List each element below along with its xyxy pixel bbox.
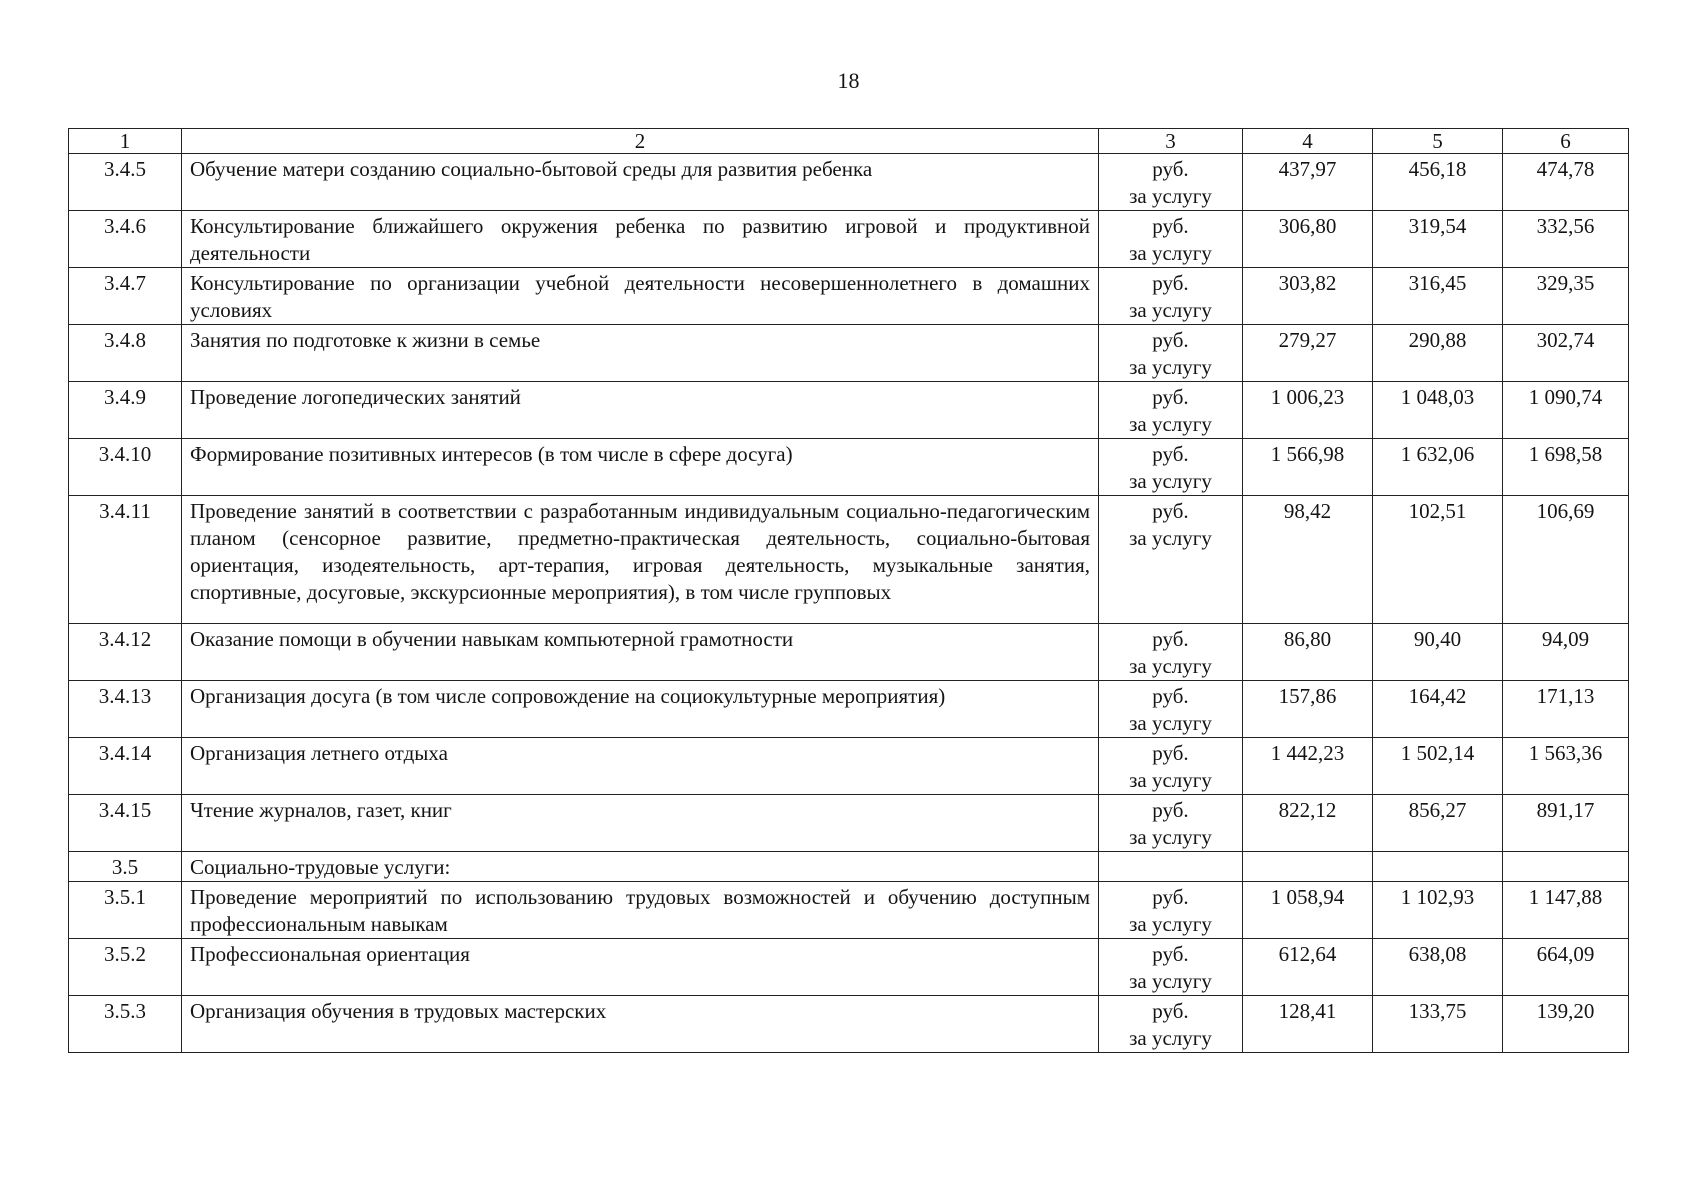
price-column-6: 1 698,58 bbox=[1503, 439, 1629, 496]
service-name: Чтение журналов, газет, книг bbox=[182, 795, 1099, 852]
price-column-6: 1 147,88 bbox=[1503, 882, 1629, 939]
price-column-6: 332,56 bbox=[1503, 211, 1629, 268]
price-column-6: 664,09 bbox=[1503, 939, 1629, 996]
unit-cell bbox=[1099, 852, 1243, 882]
service-name: Занятия по подготовке к жизни в семье bbox=[182, 325, 1099, 382]
service-code: 3.4.12 bbox=[69, 624, 182, 681]
price-column-5: 290,88 bbox=[1373, 325, 1503, 382]
unit-per-service: за услугу bbox=[1129, 298, 1212, 322]
page-number: 18 bbox=[837, 68, 860, 93]
price-column-6: 106,69 bbox=[1503, 496, 1629, 624]
price-column-4: 822,12 bbox=[1243, 795, 1373, 852]
table-row bbox=[69, 496, 1629, 624]
service-code: 3.4.11 bbox=[69, 496, 182, 624]
service-code: 3.4.6 bbox=[69, 211, 182, 268]
service-name: Формирование позитивных интересов (в том числе в сфере досуга) bbox=[182, 439, 1099, 496]
unit-cell bbox=[1099, 939, 1243, 996]
service-name: Проведение мероприятий по использованию трудовых возможностей и обучению доступным профессиональным навыкам bbox=[182, 882, 1099, 939]
unit-cell bbox=[1099, 496, 1243, 624]
table-row bbox=[69, 439, 1629, 496]
price-column-5: 316,45 bbox=[1373, 268, 1503, 325]
unit-per-service: за услугу bbox=[1129, 526, 1212, 550]
service-name: Организация летнего отдыха bbox=[182, 738, 1099, 795]
service-code: 3.4.8 bbox=[69, 325, 182, 382]
service-name: Организация обучения в трудовых мастерских bbox=[182, 996, 1099, 1053]
service-name: Консультирование ближайшего окружения ребенка по развитию игровой и продуктивной деятельности bbox=[182, 211, 1099, 268]
price-column-4: 303,82 bbox=[1243, 268, 1373, 325]
price-column-4: 612,64 bbox=[1243, 939, 1373, 996]
table-row bbox=[69, 738, 1629, 795]
price-column-6: 94,09 bbox=[1503, 624, 1629, 681]
unit-per-service: за услугу bbox=[1129, 1026, 1212, 1050]
tariff-table bbox=[68, 128, 1629, 1053]
price-column-5: 456,18 bbox=[1373, 154, 1503, 211]
unit-per-service: за услугу bbox=[1129, 654, 1212, 678]
price-column-5: 164,42 bbox=[1373, 681, 1503, 738]
column-number-2: 2 bbox=[182, 129, 1099, 154]
table-row bbox=[69, 211, 1629, 268]
table-row bbox=[69, 268, 1629, 325]
price-column-6: 171,13 bbox=[1503, 681, 1629, 738]
unit-currency: руб. bbox=[1152, 798, 1189, 822]
unit-cell bbox=[1099, 738, 1243, 795]
unit-currency: руб. bbox=[1152, 942, 1189, 966]
price-column-5 bbox=[1373, 852, 1503, 882]
column-number-1: 1 bbox=[69, 129, 182, 154]
price-column-4: 98,42 bbox=[1243, 496, 1373, 624]
unit-currency: руб. bbox=[1152, 442, 1189, 466]
unit-per-service: за услугу bbox=[1129, 469, 1212, 493]
unit-per-service: за услугу bbox=[1129, 241, 1212, 265]
unit-cell bbox=[1099, 882, 1243, 939]
unit-currency: руб. bbox=[1152, 741, 1189, 765]
unit-currency: руб. bbox=[1152, 885, 1189, 909]
price-column-4: 1 566,98 bbox=[1243, 439, 1373, 496]
unit-per-service: за услугу bbox=[1129, 355, 1212, 379]
service-name: Проведение логопедических занятий bbox=[182, 382, 1099, 439]
price-column-6: 139,20 bbox=[1503, 996, 1629, 1053]
price-column-4: 279,27 bbox=[1243, 325, 1373, 382]
unit-currency: руб. bbox=[1152, 328, 1189, 352]
price-column-4 bbox=[1243, 852, 1373, 882]
unit-per-service: за услугу bbox=[1129, 969, 1212, 993]
unit-cell bbox=[1099, 154, 1243, 211]
unit-cell bbox=[1099, 382, 1243, 439]
section-row bbox=[69, 852, 1629, 882]
unit-currency: руб. bbox=[1152, 385, 1189, 409]
service-code: 3.4.13 bbox=[69, 681, 182, 738]
price-column-4: 128,41 bbox=[1243, 996, 1373, 1053]
price-column-5: 638,08 bbox=[1373, 939, 1503, 996]
column-number-6: 6 bbox=[1503, 129, 1629, 154]
unit-per-service: за услугу bbox=[1129, 912, 1212, 936]
service-name: Консультирование по организации учебной деятельности несовершеннолетнего в домашних условиях bbox=[182, 268, 1099, 325]
service-name: Профессиональная ориентация bbox=[182, 939, 1099, 996]
price-column-6: 474,78 bbox=[1503, 154, 1629, 211]
table-row bbox=[69, 882, 1629, 939]
unit-per-service: за услугу bbox=[1129, 768, 1212, 792]
tariff-table-body bbox=[69, 129, 1629, 1053]
unit-currency: руб. bbox=[1152, 627, 1189, 651]
unit-cell bbox=[1099, 325, 1243, 382]
price-column-4: 306,80 bbox=[1243, 211, 1373, 268]
service-code: 3.5 bbox=[69, 852, 182, 882]
service-code: 3.4.7 bbox=[69, 268, 182, 325]
service-code: 3.4.14 bbox=[69, 738, 182, 795]
unit-cell bbox=[1099, 624, 1243, 681]
table-row bbox=[69, 325, 1629, 382]
price-column-6: 329,35 bbox=[1503, 268, 1629, 325]
price-column-5: 1 102,93 bbox=[1373, 882, 1503, 939]
service-code: 3.4.10 bbox=[69, 439, 182, 496]
column-number-3: 3 bbox=[1099, 129, 1243, 154]
price-column-6: 1 563,36 bbox=[1503, 738, 1629, 795]
price-column-5: 90,40 bbox=[1373, 624, 1503, 681]
column-number-4: 4 bbox=[1243, 129, 1373, 154]
price-column-4: 437,97 bbox=[1243, 154, 1373, 211]
price-column-6: 302,74 bbox=[1503, 325, 1629, 382]
table-row bbox=[69, 382, 1629, 439]
unit-cell bbox=[1099, 211, 1243, 268]
price-column-5: 133,75 bbox=[1373, 996, 1503, 1053]
service-code: 3.4.15 bbox=[69, 795, 182, 852]
table-row bbox=[69, 795, 1629, 852]
unit-currency: руб. bbox=[1152, 499, 1189, 523]
service-name: Оказание помощи в обучении навыкам компьютерной грамотности bbox=[182, 624, 1099, 681]
price-column-4: 1 058,94 bbox=[1243, 882, 1373, 939]
unit-cell bbox=[1099, 681, 1243, 738]
table-row bbox=[69, 154, 1629, 211]
price-column-4: 1 006,23 bbox=[1243, 382, 1373, 439]
service-name: Обучение матери созданию социально-бытовой среды для развития ребенка bbox=[182, 154, 1099, 211]
unit-per-service: за услугу bbox=[1129, 711, 1212, 735]
price-column-6: 891,17 bbox=[1503, 795, 1629, 852]
service-code: 3.5.1 bbox=[69, 882, 182, 939]
unit-currency: руб. bbox=[1152, 999, 1189, 1023]
table-row bbox=[69, 939, 1629, 996]
price-column-5: 1 632,06 bbox=[1373, 439, 1503, 496]
table-header-row bbox=[69, 129, 1629, 154]
unit-currency: руб. bbox=[1152, 157, 1189, 181]
price-column-5: 856,27 bbox=[1373, 795, 1503, 852]
price-column-4: 86,80 bbox=[1243, 624, 1373, 681]
table-row bbox=[69, 681, 1629, 738]
service-code: 3.5.3 bbox=[69, 996, 182, 1053]
table-row bbox=[69, 996, 1629, 1053]
column-number-5: 5 bbox=[1373, 129, 1503, 154]
service-name: Проведение занятий в соответствии с разработанным индивидуальным социально-педагогическим планом (сенсорное развитие, предметно-практическая деятельность, социально-бытовая ориентация, изодеятельность, арт-терапия, игровая деятельность, музыкальные занятия, спортивные, досуговые, экскурсионные мероприятия), в том числе групповых bbox=[182, 496, 1099, 624]
unit-cell bbox=[1099, 996, 1243, 1053]
unit-currency: руб. bbox=[1152, 684, 1189, 708]
price-column-5: 319,54 bbox=[1373, 211, 1503, 268]
price-column-4: 157,86 bbox=[1243, 681, 1373, 738]
service-code: 3.5.2 bbox=[69, 939, 182, 996]
table-row bbox=[69, 624, 1629, 681]
unit-currency: руб. bbox=[1152, 214, 1189, 238]
service-name: Социально-трудовые услуги: bbox=[182, 852, 1099, 882]
price-column-5: 1 048,03 bbox=[1373, 382, 1503, 439]
service-code: 3.4.9 bbox=[69, 382, 182, 439]
price-column-5: 1 502,14 bbox=[1373, 738, 1503, 795]
unit-currency: руб. bbox=[1152, 271, 1189, 295]
unit-cell bbox=[1099, 268, 1243, 325]
unit-cell bbox=[1099, 439, 1243, 496]
unit-cell bbox=[1099, 795, 1243, 852]
price-column-6 bbox=[1503, 852, 1629, 882]
unit-per-service: за услугу bbox=[1129, 412, 1212, 436]
unit-per-service: за услугу bbox=[1129, 184, 1212, 208]
service-name: Организация досуга (в том числе сопровождение на социокультурные мероприятия) bbox=[182, 681, 1099, 738]
service-code: 3.4.5 bbox=[69, 154, 182, 211]
price-column-6: 1 090,74 bbox=[1503, 382, 1629, 439]
unit-per-service: за услугу bbox=[1129, 825, 1212, 849]
price-column-4: 1 442,23 bbox=[1243, 738, 1373, 795]
price-column-5: 102,51 bbox=[1373, 496, 1503, 624]
